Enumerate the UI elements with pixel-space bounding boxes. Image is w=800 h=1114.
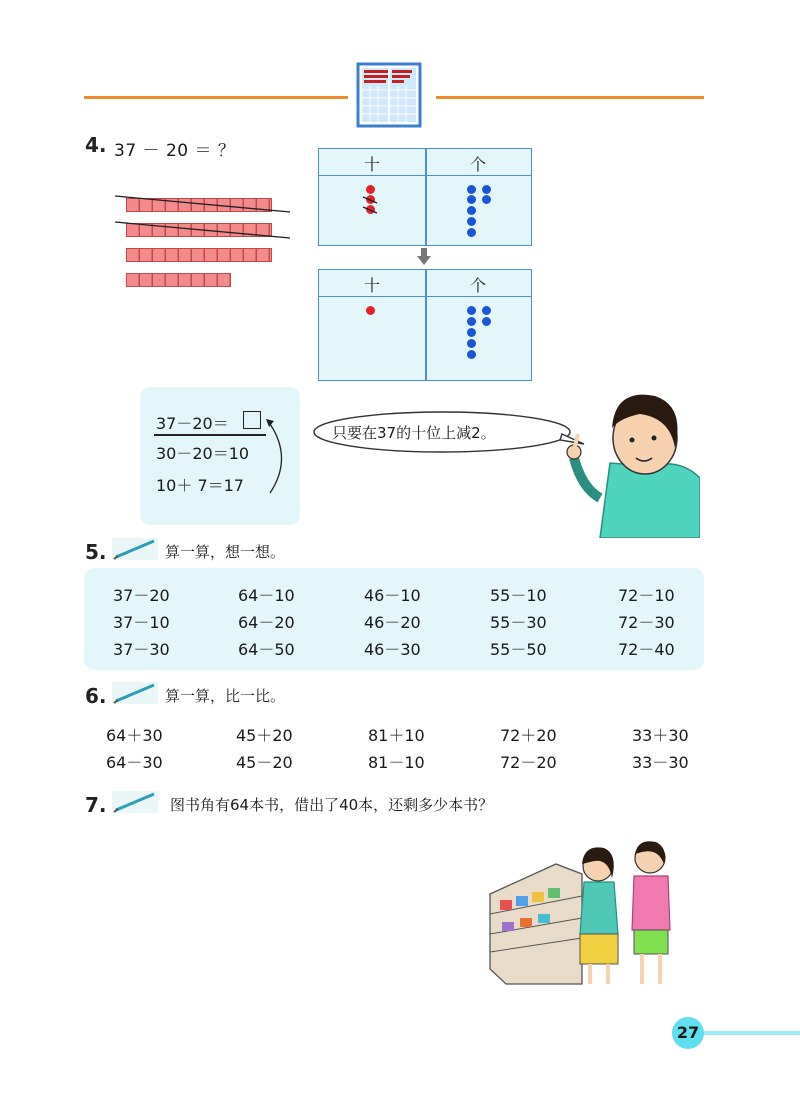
exercise-cell: 64－10 — [238, 586, 295, 605]
problem-4-question: 37 － 20 ＝ ？ — [114, 141, 236, 161]
ones-counter — [467, 328, 476, 337]
speech-text: 只要在37的十位上减2。 — [332, 424, 496, 442]
exercise-cell: 81－10 — [368, 753, 425, 772]
curved-arrow-icon — [264, 417, 294, 497]
exercise-cell: 46－20 — [364, 613, 421, 632]
exercise-cell: 33－30 — [632, 753, 689, 772]
ones-counter — [467, 317, 476, 326]
exercise-cell: 72－20 — [500, 753, 557, 772]
exercise-cell: 55－30 — [490, 613, 547, 632]
pencil-icon — [112, 538, 158, 560]
exercise-cell: 64－50 — [238, 640, 295, 659]
pencil-icon — [112, 791, 158, 813]
exercise-cell: 64－30 — [106, 753, 163, 772]
exercise-cell: 64＋30 — [106, 726, 163, 745]
answer-box[interactable] — [243, 411, 261, 429]
work-line-1: 37－20＝ — [156, 414, 229, 433]
ones-strip — [126, 273, 231, 287]
exercise-cell: 45＋20 — [236, 726, 293, 745]
page-number-rule — [700, 1031, 800, 1035]
problem-4-number: 4. — [85, 133, 107, 157]
problem-5-number: 5. — [85, 540, 107, 564]
ones-counter — [467, 195, 476, 204]
place-value-table-before — [318, 148, 532, 246]
ones-counter — [482, 195, 491, 204]
divider-line — [154, 434, 266, 436]
exercise-cell: 46－30 — [364, 640, 421, 659]
exercise-cell: 72－40 — [618, 640, 675, 659]
ones-counter — [482, 317, 491, 326]
ones-counter — [482, 185, 491, 194]
ones-counter — [467, 206, 476, 215]
header-rule-right — [436, 96, 704, 99]
work-line-3: 10＋ 7＝17 — [156, 476, 244, 495]
header-rule-left — [84, 96, 348, 99]
exercise-cell: 55－50 — [490, 640, 547, 659]
work-line-2: 30－20＝10 — [156, 444, 250, 463]
exercise-cell: 72＋20 — [500, 726, 557, 745]
page-number: 27 — [672, 1017, 704, 1049]
tens-counter — [366, 306, 375, 315]
pv-divider — [425, 149, 427, 245]
ones-header: 个 — [469, 276, 486, 295]
exercise-cell: 37－20 — [113, 586, 170, 605]
ones-counter — [467, 339, 476, 348]
problem-5-instruction: 算一算，想一想。 — [165, 543, 286, 561]
ones-counter — [482, 306, 491, 315]
exercise-cell: 45－20 — [236, 753, 293, 772]
exercise-cell: 55－10 — [490, 586, 547, 605]
exercise-cell: 37－30 — [113, 640, 170, 659]
place-value-table-after — [318, 269, 532, 381]
ones-counter — [467, 217, 476, 226]
ones-counter — [467, 306, 476, 315]
cross-out-strokes — [110, 190, 300, 250]
tens-strip — [126, 248, 272, 262]
problem-7-number: 7. — [85, 793, 107, 817]
down-arrow-icon — [416, 248, 432, 266]
ones-counter — [467, 228, 476, 237]
pencil-icon — [112, 682, 158, 704]
worked-solution-panel — [140, 387, 300, 525]
ones-header: 个 — [469, 155, 486, 174]
ones-counter — [467, 185, 476, 194]
exercise-cell: 72－30 — [618, 613, 675, 632]
exercise-cell: 81＋10 — [368, 726, 425, 745]
pv-divider — [425, 270, 427, 380]
tens-header: 十 — [363, 276, 380, 295]
abacus-icon — [356, 62, 422, 128]
problem-6-instruction: 算一算，比一比。 — [165, 687, 286, 705]
exercise-cell: 64－20 — [238, 613, 295, 632]
cross-out-strokes — [361, 191, 381, 217]
exercise-cell: 37－10 — [113, 613, 170, 632]
exercise-cell: 33＋30 — [632, 726, 689, 745]
boy-illustration — [560, 378, 700, 538]
problem-7-question: 图书角有64本书，借出了40本，还剩多少本书？ — [170, 796, 494, 814]
exercise-cell: 46－10 — [364, 586, 421, 605]
tens-header: 十 — [363, 155, 380, 174]
exercise-cell: 72－10 — [618, 586, 675, 605]
library-illustration — [486, 834, 692, 994]
problem-6-number: 6. — [85, 684, 107, 708]
ones-counter — [467, 350, 476, 359]
